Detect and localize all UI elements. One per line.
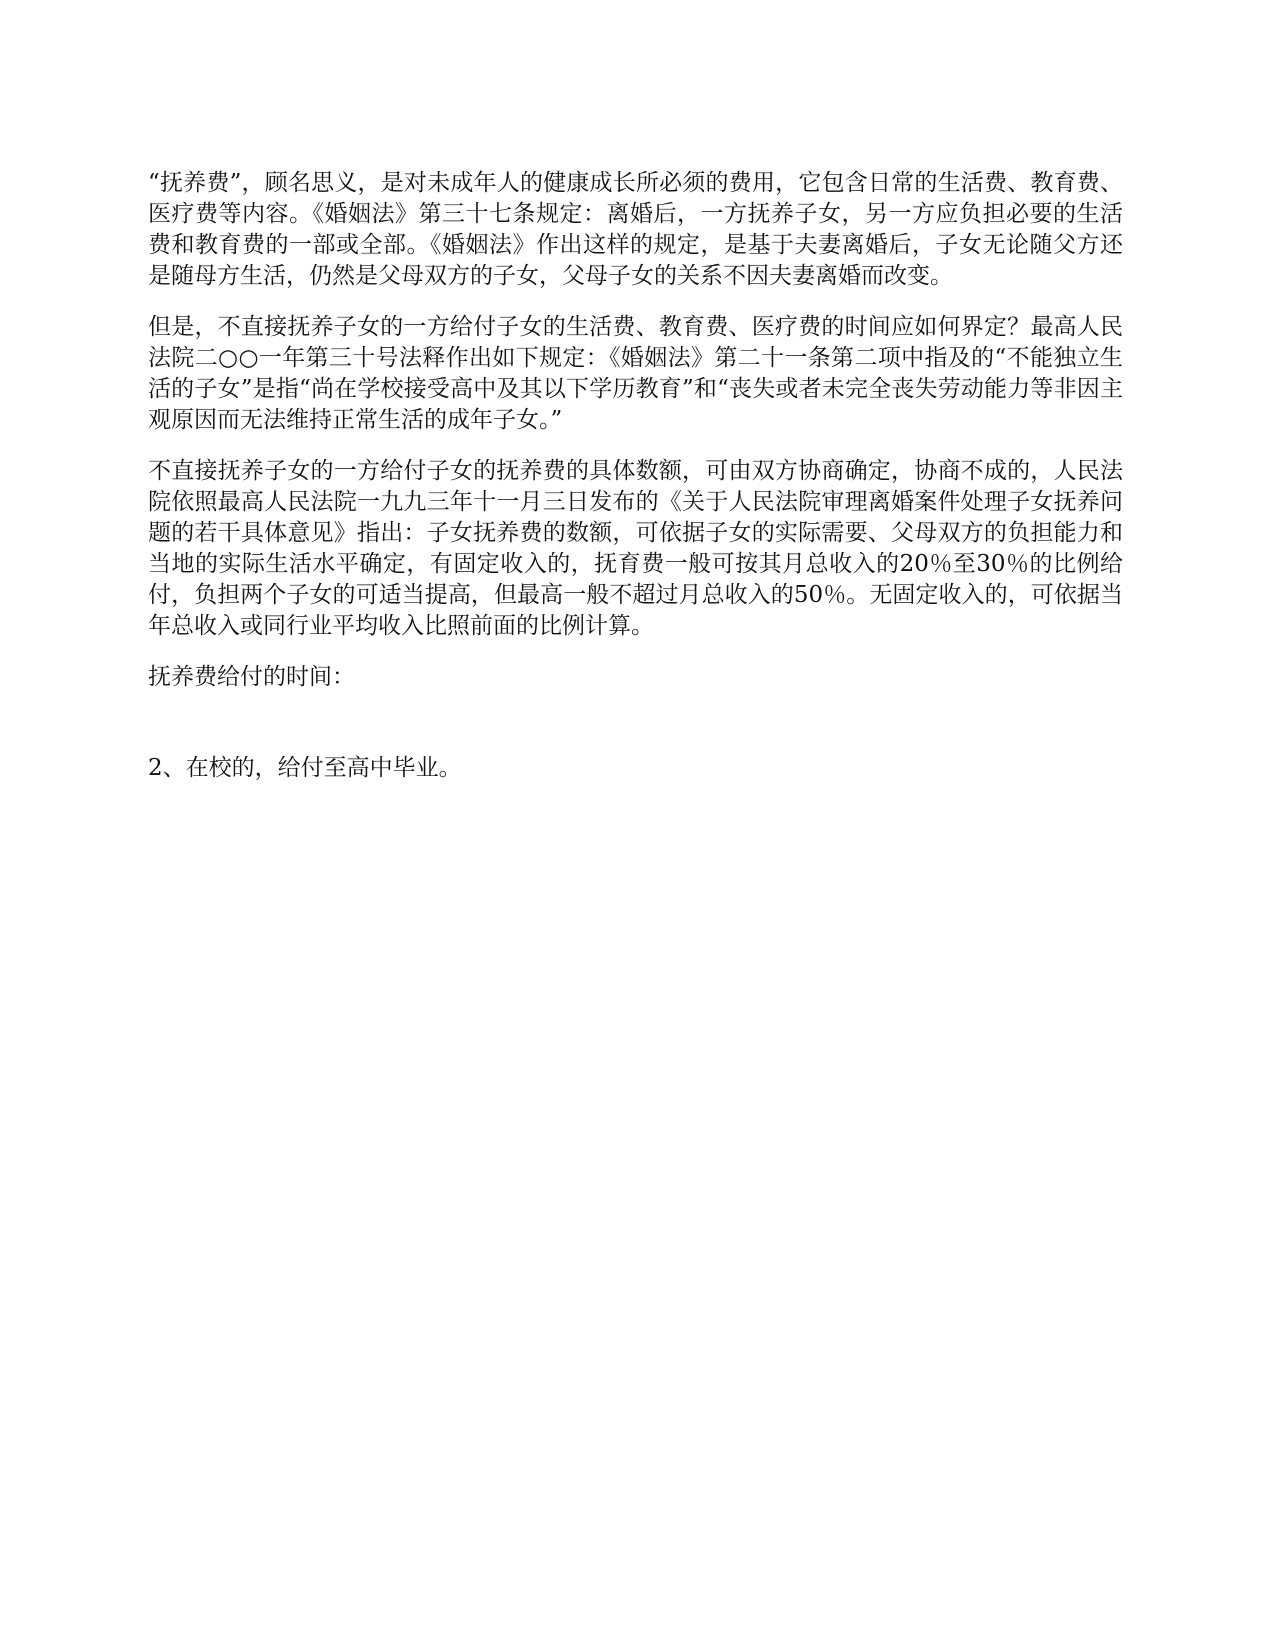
- paragraph-payment-time-heading: 抚养费给付的时间：: [148, 664, 355, 690]
- paragraph-judicial-interpretation: 但是，不直接抚养子女的一方给付子女的生活费、教育费、医疗费的时间应如何界定？最高人民法院二○○一年第三十号法释作出如下规定：《婚姻法》第二十一条第二项中指及的“不能独立生活的子女”是指“尚在学校接受高中及其以下学历教育”和“丧失或者未完全丧失劳动能力等非因主观原因而无法维持正常生活的成年子女。”: [148, 314, 1123, 433]
- document-page: [148, 168, 1123, 784]
- paragraph-definition: “抚养费”，顾名思义，是对未成年人的健康成长所必须的费用，它包含日常的生活费、教育费、医疗费等内容。《婚姻法》第三十七条规定：离婚后，一方抚养子女，另一方应负担必要的生活费和教育费的一部或全部。《婚姻法》作出这样的规定，是基于夫妻离婚后，子女无论随父方还是随母方生活，仍然是父母双方的子女，父母子女的关系不因夫妻离婚而改变。: [148, 170, 1123, 289]
- paragraph-item-2: 2、在校的，给付至高中毕业。: [148, 755, 462, 781]
- blank-space: [148, 693, 1123, 753]
- paragraph-amount: 不直接抚养子女的一方给付子女的抚养费的具体数额，可由双方协商确定，协商不成的，人民法院依照最高人民法院一九九三年十一月三日发布的《关于人民法院审理离婚案件处理子女抚养问题的若干具体意见》指出：子女抚养费的数额，可依据子女的实际需要、父母双方的负担能力和当地的实际生活水平确定，有固定收入的，抚育费一般可按其月总收入的20％至30％的比例给付，负担两个子女的可适当提高，但最高一般不超过月总收入的50％。无固定收入的，可依据当年总收入或同行业平均收入比照前面的比例计算。: [148, 458, 1123, 639]
